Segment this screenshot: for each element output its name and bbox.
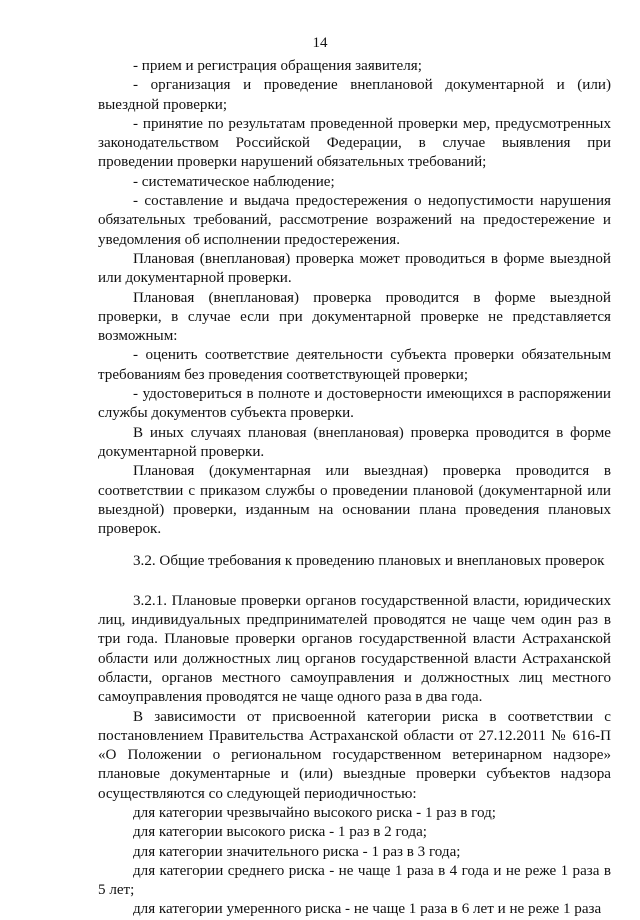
paragraph: - прием и регистрация обращения заявителя; [133, 58, 422, 74]
section-heading: 3.2. Общие требования к проведению плановых и внеплановых проверок [133, 553, 605, 570]
periodicity-item: для категории чрезвычайно высокого риска - 1 раз в год; [133, 804, 496, 821]
periodicity-item: для категории высокого риска - 1 раз в 2 года; [133, 824, 427, 841]
paragraph: Плановая (внеплановая) проверка проводится в форме выездной проверки, в случае если при документарной проверке не представляется возможным: [98, 289, 611, 345]
paragraph: Плановая (документарная или выездная) проверка проводится в соответствии с приказом службы о проведении плановой (документарной или выездной) проверки, изданным на основании плана проведения плановых проверок. [98, 463, 611, 538]
paragraph: В иных случаях плановая (внеплановая) проверка проводится в форме документарной проверки. [98, 424, 611, 460]
section-paragraph: 3.2.1. Плановые проверки органов государственной власти, юридических лиц, индивидуальных предпринимателей проводятся не чаще чем один раз в три года. Плановые проверки органов государственной власти Астраханской области или должностных лиц органов государственной власти Астраханской области, органов местного самоуправления и должностных лиц местного самоуправления проводятся не чаще одного раза в два года. [98, 592, 611, 706]
section-paragraph: В зависимости от присвоенной категории риска в соответствии с постановлением Правительства Астраханской области от 27.12.2011 № 616-П «О Положении о региональном государственном ветеринарном надзоре» плановые документарные и (или) выездные проверки субъектов надзора осуществляются со следующей периодичностью: [98, 708, 611, 802]
periodicity-item: для категории среднего риска - не чаще 1 раза в 4 года и не реже 1 раза в 5 лет; [98, 862, 611, 899]
paragraph: - организация и проведение внеплановой документарной и (или) выездной проверки; [98, 77, 611, 113]
document-body [98, 57, 611, 920]
periodicity-item: для категории значительного риска - 1 раз в 3 года; [133, 843, 461, 860]
paragraph: - систематическое наблюдение; [133, 173, 335, 190]
page-number: 14 [312, 35, 328, 51]
paragraph: Плановая (внеплановая) проверка может проводиться в форме выездной или документарной проверки. [98, 250, 611, 287]
paragraph: - удостовериться в полноте и достоверности имеющихся в распоряжении службы документов субъекта проверки. [98, 386, 611, 422]
paragraph: - принятие по результатам проведенной проверки мер, предусмотренных законодательством Российской Федерации, в случае выявления при проведении проверки нарушений обязательных требований; [98, 115, 611, 171]
periodicity-item: для категории умеренного риска - не чаще 1 раза в 6 лет и не реже 1 раза [133, 901, 602, 918]
paragraph: - составление и выдача предостережения о недопустимости нарушения обязательных требований, рассмотрение возражений на предостережение и уведомления об исполнении предостережения. [98, 193, 611, 248]
paragraph: - оценить соответствие деятельности субъекта проверки обязательным требованиям без проведения соответствующей проверки; [98, 347, 611, 383]
